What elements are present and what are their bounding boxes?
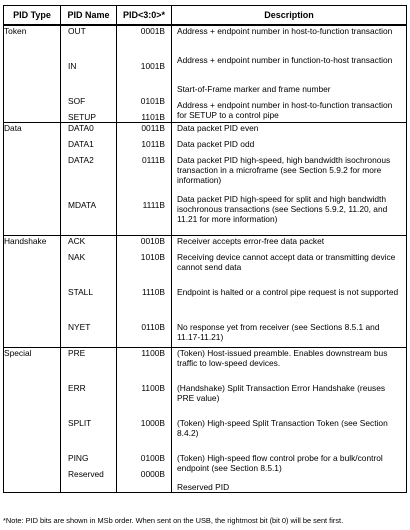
pid-name: SPLIT: [68, 418, 92, 428]
pid-name: DATA1: [68, 139, 94, 149]
pid-name: IN: [68, 61, 77, 71]
pid-description: Address + endpoint number in host-to-function transaction: [177, 26, 393, 36]
pid-name: MDATA: [68, 200, 97, 210]
table-header-row: [4, 6, 407, 26]
pid-name: DATA0: [68, 123, 94, 133]
pid-name: NYET: [68, 322, 91, 332]
pid-name: ERR: [68, 383, 86, 393]
pid-descs-token: [172, 25, 407, 123]
pid-names-token: [61, 25, 117, 123]
pid-description: (Token) High-speed flow control probe for a bulk/control endpoint (see Section 8.5.1): [177, 453, 383, 473]
pid-code: 1011B: [141, 139, 165, 149]
pid-name: PRE: [68, 348, 86, 358]
header-description: Description: [172, 6, 407, 26]
pid-name: DATA2: [68, 155, 94, 165]
pid-codes-token: [117, 25, 172, 123]
pid-type-data: Data: [4, 123, 61, 236]
pid-name: SOF: [68, 96, 86, 106]
pid-code: 0111B: [142, 155, 165, 165]
pid-name: OUT: [68, 26, 86, 36]
pid-type-token: Token: [4, 25, 61, 123]
pid-description: Receiver accepts error-free data packet: [177, 236, 325, 246]
pid-description: Address + endpoint number in host-to-function transaction for SETUP to a control pipe: [177, 100, 393, 120]
header-pid-code: PID<3:0>*: [117, 6, 172, 26]
pid-description: (Token) High-speed Split Transaction Token (see Section 8.4.2): [177, 418, 388, 438]
pid-type-handshake: Handshake: [4, 236, 61, 348]
pid-code: 0101B: [140, 96, 165, 106]
pid-description: Endpoint is halted or a control pipe request is not supported: [177, 287, 399, 297]
pid-description: Start-of-Frame marker and frame number: [177, 84, 331, 94]
pid-description: Data packet PID odd: [177, 139, 255, 149]
pid-names-special: [61, 348, 117, 493]
pid-code: 0110B: [141, 322, 165, 332]
group-token: [4, 25, 407, 123]
group-handshake: [4, 236, 407, 348]
pid-description: Data packet PID high-speed, high bandwidth isochronous transaction in a microframe (see Section 5.9.2 for more information): [177, 155, 391, 185]
pid-code: 1110B: [142, 287, 165, 297]
pid-code: 1100B: [141, 383, 165, 393]
pid-name: SETUP: [68, 112, 96, 122]
pid-type-special: Special: [4, 348, 61, 493]
pid-description: Data packet PID high-speed for split and high bandwidth isochronous transactions (see Sections 5.9.2, 11.20, and 11.21 for more information): [177, 194, 388, 224]
header-pid-name: PID Name: [61, 6, 117, 26]
pid-code: 0100B: [140, 453, 165, 463]
pid-code: 1001B: [140, 61, 165, 71]
pid-code: 1010B: [140, 252, 165, 262]
pid-codes-handshake: [117, 236, 172, 348]
header-pid-type: PID Type: [4, 6, 61, 26]
pid-description: No response yet from receiver (see Sections 8.5.1 and 11.17-11.21): [177, 322, 380, 342]
pid-code: 0001B: [140, 26, 165, 36]
pid-description: Reserved PID: [177, 482, 230, 492]
pid-code: 0010B: [140, 236, 165, 246]
group-special: [4, 348, 407, 493]
pid-description: (Token) Host-issued preamble. Enables downstream bus traffic to low-speed devices.: [177, 348, 388, 368]
pid-code: 1000B: [140, 418, 165, 428]
footnote: *Note: PID bits are shown in MSb order. When sent on the USB, the rightmost bit (bit 0) will be sent first.: [3, 516, 344, 525]
pid-name: ACK: [68, 236, 86, 246]
pid-codes-special: [117, 348, 172, 493]
group-data: [4, 123, 407, 236]
pid-description: Receiving device cannot accept data or transmitting device cannot send data: [177, 252, 396, 272]
pid-code: 1100B: [141, 348, 165, 358]
pid-codes-data: [117, 123, 172, 236]
pid-code: 0011B: [141, 123, 165, 133]
pid-descs-special: [172, 348, 407, 493]
pid-name: PING: [68, 453, 89, 463]
pid-name: NAK: [68, 252, 86, 262]
pid-code: 1111B: [142, 200, 165, 210]
pid-code: 0000B: [140, 469, 165, 479]
pid-name: Reserved: [68, 469, 104, 479]
pid-description: Data packet PID even: [177, 123, 259, 133]
pid-names-handshake: [61, 236, 117, 348]
pid-code: 1101B: [141, 112, 165, 122]
pid-description: Address + endpoint number in function-to-host transaction: [177, 55, 393, 65]
pid-descs-handshake: [172, 236, 407, 348]
pid-name: STALL: [68, 287, 93, 297]
pid-description: (Handshake) Split Transaction Error Handshake (reuses PRE value): [177, 383, 386, 403]
pid-names-data: [61, 123, 117, 236]
pid-types-table: [3, 5, 407, 493]
pid-descs-data: [172, 123, 407, 236]
